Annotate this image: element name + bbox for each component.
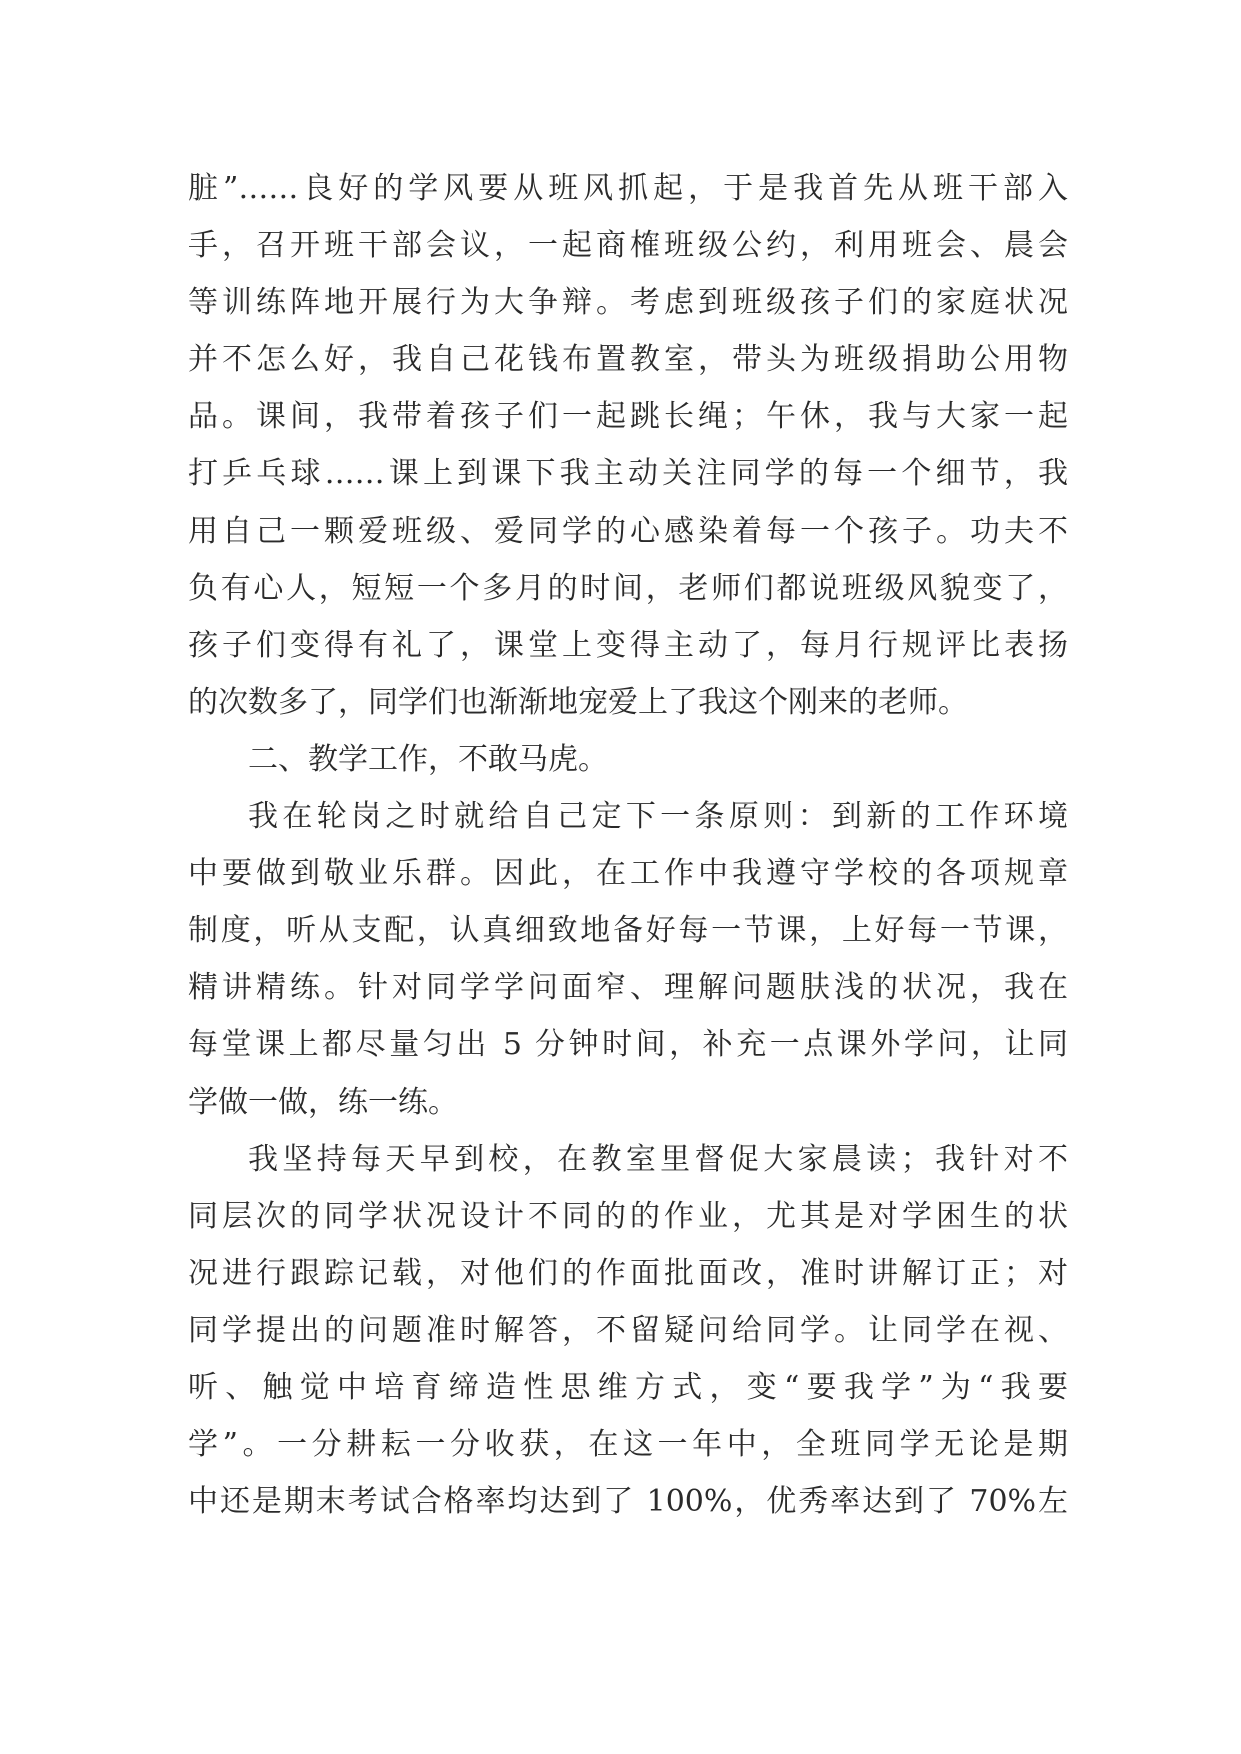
text-line: 中要做到敬业乐群。因此，在工作中我遵守学校的各项规章: [188, 856, 1068, 892]
text-line: 精讲精练。针对同学学问面窄、理解问题肤浅的状况，我在: [188, 970, 1068, 1006]
text-line: 学做一做，练一练。: [188, 1084, 458, 1120]
body-text: [188, 160, 1068, 1530]
section-heading: 二、教学工作，不敢马虎。: [248, 741, 608, 777]
text-line: 中还是期末考试合格率均达到了 100%，优秀率达到了 70%左: [188, 1484, 1068, 1520]
text-line: 我坚持每天早到校，在教室里督促大家晨读；我针对不: [248, 1141, 1068, 1177]
text-line: 每堂课上都尽量匀出 5 分钟时间，补充一点课外学问，让同: [188, 1027, 1068, 1063]
text-line: 同学提出的问题准时解答，不留疑问给同学。让同学在视、: [188, 1312, 1068, 1348]
text-line: 用自己一颗爱班级、爱同学的心感染着每一个孩子。功夫不: [188, 513, 1068, 549]
text-line: 脏”……良好的学风要从班风抓起，于是我首先从班干部入: [188, 171, 1068, 206]
text-line: 同层次的同学状况设计不同的的作业，尤其是对学困生的状: [188, 1198, 1068, 1234]
text-line: 负有心人，短短一个多月的时间，老师们都说班级风貌变了，: [188, 570, 1068, 606]
text-line: 学”。一分耕耘一分收获，在这一年中，全班同学无论是期: [188, 1427, 1068, 1463]
text-line: 手，召开班干部会议，一起商榷班级公约，利用班会、晨会: [188, 228, 1068, 264]
text-line: 的次数多了，同学们也渐渐地宠爱上了我这个刚来的老师。: [188, 684, 968, 720]
text-line: 我在轮岗之时就给自己定下一条原则：到新的工作环境: [248, 799, 1068, 835]
text-line: 等训练阵地开展行为大争辩。考虑到班级孩子们的家庭状况: [188, 285, 1068, 321]
text-line: 孩子们变得有礼了，课堂上变得主动了，每月行规评比表扬: [188, 627, 1068, 663]
text-line: 况进行跟踪记载，对他们的作面批面改，准时讲解订正；对: [188, 1255, 1068, 1291]
text-line: 并不怎么好，我自己花钱布置教室，带头为班级捐助公用物: [188, 342, 1068, 378]
text-line: 制度，听从支配，认真细致地备好每一节课，上好每一节课，: [188, 913, 1068, 949]
text-line: 打乒乓球……课上到课下我主动关注同学的每一个细节，我: [188, 456, 1068, 492]
text-line: 品。课间，我带着孩子们一起跳长绳；午休，我与大家一起: [188, 399, 1068, 435]
text-line: 听、触觉中培育缔造性思维方式，变“要我学”为“我要: [188, 1369, 1068, 1405]
